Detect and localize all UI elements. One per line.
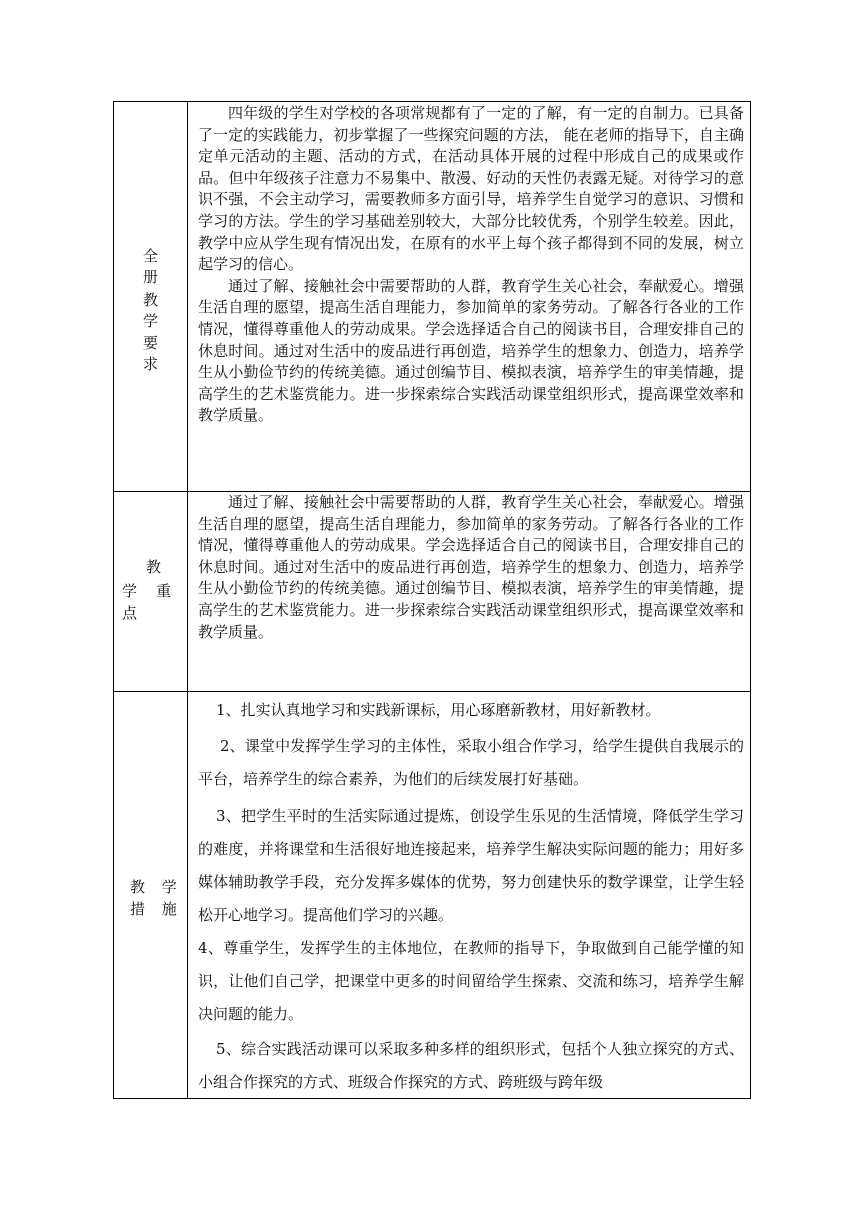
label-line: 教 学: [142, 291, 170, 330]
teaching-measures-content: [188, 692, 750, 1098]
measure-item: 5、综合实践活动课可以采取多种多样的组织形式，包括个人独立探究的方式、小组合作探究的方式、班级合作探究的方式、跨班级与跨年级: [198, 1040, 744, 1091]
label-line: 要 求: [142, 334, 170, 373]
measure-item: 4、尊重学生，发挥学生的主体地位，在教师的指导下，争取做到自己能学懂的知识，让他们自己学，把课堂中更多的时间留给学生探索、交流和练习，培养学生解决问题的能力。: [198, 939, 744, 1023]
overall-requirements-label: [114, 102, 187, 491]
measure-item: 1、扎实认真地学习和实践新课标，用心琢磨新教材，用好新教材。: [216, 701, 661, 719]
label-line: 教: [146, 558, 162, 576]
overall-requirements-content: [188, 103, 750, 491]
measure-item: 3、把学生平时的生活实际通过提炼，创设学生乐见的生活情境，降低学生学习的难度，并将课堂和生活很好地连接起来，培养学生解决实际问题的能力；用好多媒体辅助教学手段，充分发挥多媒体的优势，努力创建快乐的数学课堂，让学生轻松开心地学习。提高他们学习的兴趣。: [198, 807, 744, 924]
paragraph: 通过了解、接触社会中需要帮助的人群，教育学生关心社会，奉献爱心。增强生活自理的愿望，提高生活自理能力，参加简单的家务劳动。了解各行各业的工作情况，懂得尊重他人的劳动成果。学会选择适合自己的阅读书目，合理安排自己的休息时间。通过对生活中的废品进行再创造，培养学生的想象力、创造力，培养学生从小勤俭节约的传统美德。通过创编节目、模拟表演，培养学生的审美情趣，提高学生的艺术鉴赏能力。进一步探索综合实践活动课堂组织形式，提高课堂效率和教学质量。: [198, 493, 744, 641]
teaching-measures-label: [114, 692, 187, 1100]
label-line: 点: [122, 604, 138, 622]
paragraph: 通过了解、接触社会中需要帮助的人群，教育学生关心社会，奉献爱心。增强生活自理的愿望，提高生活自理能力，参加简单的家务劳动。了解各行各业的工作情况，懂得尊重他人的劳动成果。学会选择适合自己的阅读书目，合理安排自己的休息时间。通过对生活中的废品进行再创造，培养学生的想象力、创造力，培养学生从小勤俭节约的传统美德。通过创编节目、模拟表演，培养学生的审美情趣，提高学生的艺术鉴赏能力。进一步探索综合实践活动课堂组织形式，提高课堂效率和教学质量。: [198, 276, 744, 425]
label-line: 学 重: [122, 582, 172, 600]
paragraph: 四年级的学生对学校的各项常规都有了一定的了解，有一定的自制力。已具备了一定的实践能力，初步掌握了一些探究问题的方法， 能在老师的指导下，自主确定单元活动的主题、活动的方式，在活动具体开展的过程中形成自己的成果或作品。但中年级孩子注意力不易集中、散漫、好动的天性仍表露无疑。对待学习的意识不强，不会主动学习，需要教师多方面引导，培养学生自觉学习的意识、习惯和学习的方法。学生的学习基础差别较大，大部分比较优秀，个别学生较差。因此，教学中应从学生现有情况出发，在原有的水平上每个孩子都得到不同的发展，树立起学习的信心。: [198, 104, 744, 274]
plan-table: [113, 101, 751, 1099]
label-line: 教 学: [130, 878, 183, 896]
label-line: 措 施: [130, 900, 183, 918]
teaching-focus-content: [188, 492, 750, 691]
teaching-focus-label: [114, 492, 187, 691]
label-line: 全 册: [142, 247, 170, 286]
measure-item: 2、课堂中发挥学生学习的主体性，采取小组合作学习，给学生提供自我展示的平台，培养学生的综合素养，为他们的后续发展打好基础。: [198, 737, 744, 788]
